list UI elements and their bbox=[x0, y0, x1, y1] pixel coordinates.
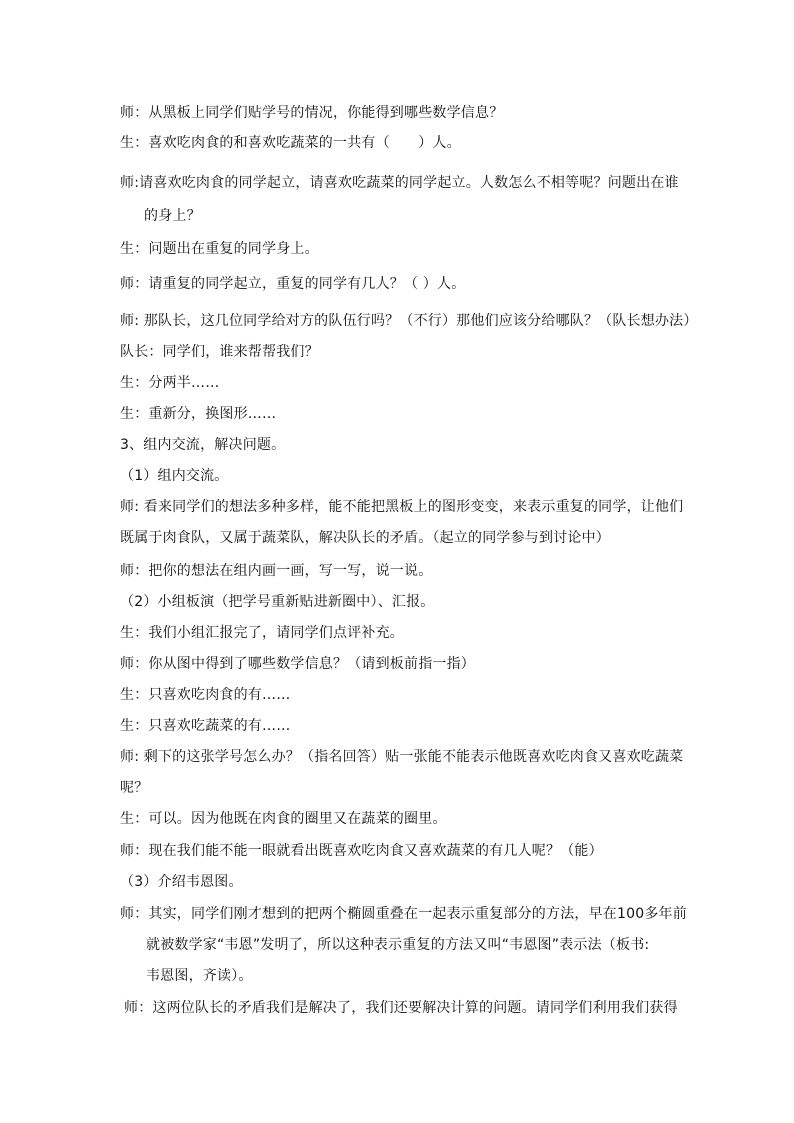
text-line: 生：重新分，换图形…… bbox=[120, 406, 277, 422]
text-line: 生：我们小组汇报完了，请同学们点评补充。 bbox=[120, 625, 404, 641]
text-line: 韦恩图，齐读）。 bbox=[146, 968, 253, 984]
text-line: 师：从黑板上同学们贴学号的情况，你能得到哪些数学信息？ bbox=[120, 105, 504, 121]
text-line: 生：问题出在重复的同学身上。 bbox=[120, 241, 319, 257]
text-line: 生：分两半…… bbox=[120, 375, 220, 391]
text-line: 既属于肉食队，又属于蔬菜队，解决队长的矛盾。（起立的同学参与到讨论中） bbox=[120, 530, 610, 546]
text-line: 的身上？ bbox=[144, 208, 201, 224]
subsection-heading: （2）小组板演（把学号重新贴进新圈中）、汇报。 bbox=[120, 594, 435, 610]
text-line: 师: 看来同学们的想法多种多样，能不能把黑板上的图形变变，来表示重复的同学，让他们 bbox=[120, 499, 684, 515]
text-line: 师：现在我们能不能一眼就看出既喜欢吃肉食又喜欢蔬菜的有几人呢？（能） bbox=[120, 843, 603, 859]
text-line: 师：其实，同学们刚才想到的把两个椭圆重叠在一起表示重复部分的方法，早在100多年前 bbox=[120, 906, 687, 922]
text-line: 师:请喜欢吃肉食的同学起立，请喜欢吃蔬菜的同学起立。人数怎么不相等呢？问题出在谁 bbox=[120, 175, 679, 191]
text-line: 师：你从图中得到了哪些数学信息？（请到板前指一指） bbox=[120, 656, 475, 672]
text-line: 师：请重复的同学起立，重复的同学有几人？（ ）人。 bbox=[120, 276, 466, 292]
text-line: 呢？ bbox=[120, 780, 149, 796]
text-line: 就被数学家“韦恩”发明了，所以这种表示重复的方法又叫“韦恩图”表示法（板书: bbox=[146, 937, 650, 953]
text-line: 生：喜欢吃肉食的和喜欢吃蔬菜的一共有（ ）人。 bbox=[120, 135, 461, 151]
text-line: 生：可以。因为他既在肉食的圈里又在蔬菜的圈里。 bbox=[120, 811, 447, 827]
text-line: 队长：同学们，谁来帮帮我们？ bbox=[120, 344, 319, 360]
text-line: 师: 那队长，这几位同学给对方的队伍行吗？（不行）那他们应该分给哪队？（队长想办法） bbox=[120, 313, 698, 329]
subsection-heading: （3）介绍韦恩图。 bbox=[120, 874, 243, 890]
text-line: 生：只喜欢吃蔬菜的有…… bbox=[120, 718, 291, 734]
text-line: 师：这两位队长的矛盾我们是解决了，我们还要解决计算的问题。请同学们利用我们获得 bbox=[124, 1000, 678, 1016]
subsection-heading: （1）组内交流。 bbox=[120, 468, 229, 484]
text-line: 师: 剩下的这张学号怎么办？（指名回答）贴一张能不能表示他既喜欢吃肉食又喜欢吃蔬菜 bbox=[120, 749, 684, 765]
text-line: 师：把你的想法在组内画一画，写一写，说一说。 bbox=[120, 563, 433, 579]
section-heading: 3、组内交流，解决问题。 bbox=[120, 437, 286, 453]
text-line: 生：只喜欢吃肉食的有…… bbox=[120, 687, 291, 703]
